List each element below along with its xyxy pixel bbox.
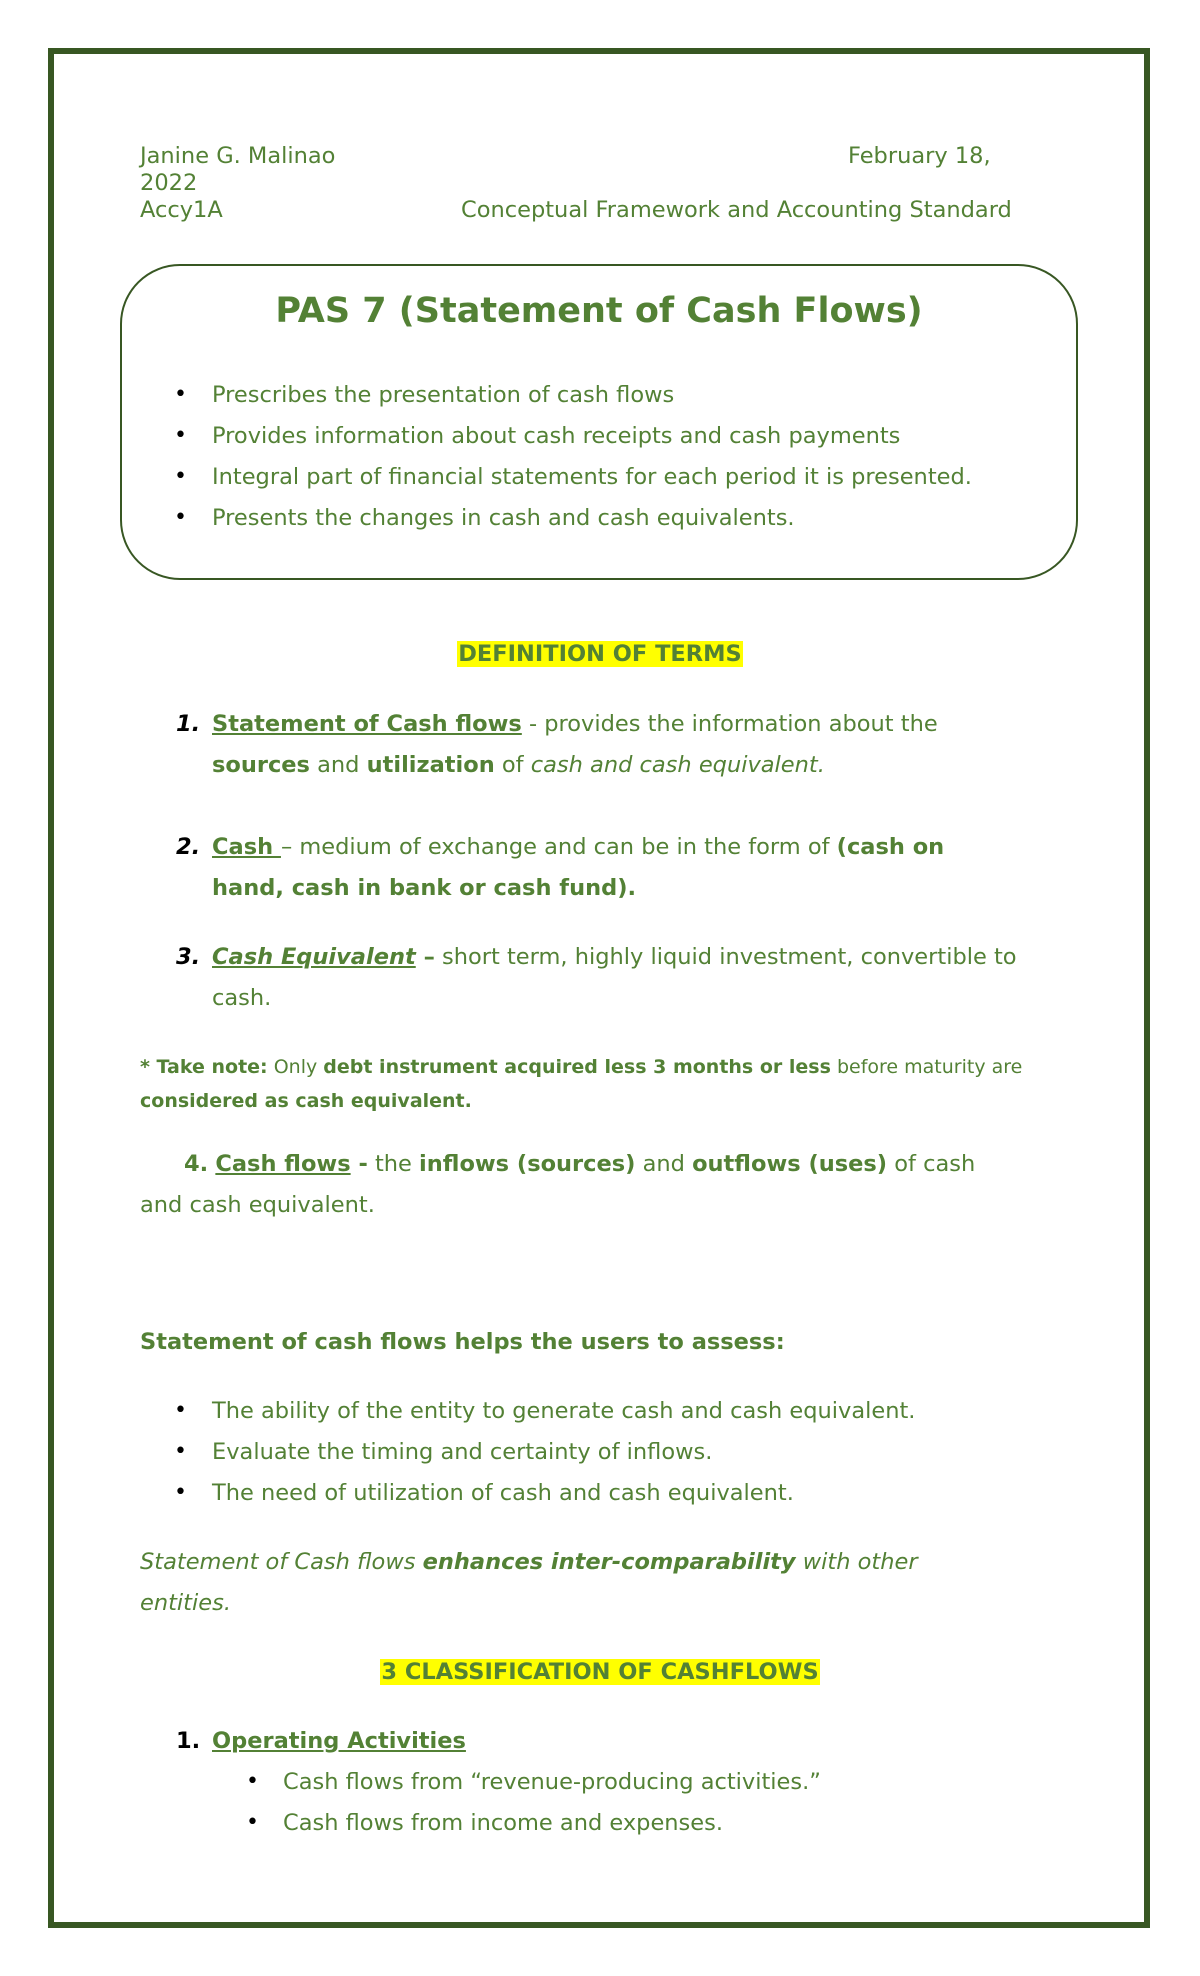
definitions-heading [62, 640, 1138, 668]
def-text: of [494, 752, 531, 778]
bullet-icon: • [246, 1769, 259, 1794]
def-number: 2. [176, 834, 201, 860]
assess-item: The need of utilization of cash and cash equivalent. [212, 1480, 794, 1506]
def-number: 1. [176, 711, 201, 737]
enhance-statement [140, 1548, 918, 1576]
def-bold: inflows (sources) [419, 1151, 636, 1177]
def-statement-of-cash-flows [212, 710, 938, 738]
bullet-icon: • [174, 382, 187, 407]
box-item: Presents the changes in cash and cash equivalents. [212, 505, 795, 531]
enhance-text: with other [795, 1549, 918, 1575]
bullet-icon: • [246, 1810, 259, 1835]
def-bold: outflows (uses) [692, 1151, 888, 1177]
def-cash [212, 833, 944, 861]
box-item: Prescribes the presentation of cash flows [212, 382, 675, 408]
enhance-text: Statement of Cash flows [140, 1549, 423, 1575]
definitions-heading-text: DEFINITION OF TERMS [458, 641, 742, 667]
classification-heading [62, 1658, 1138, 1686]
subject-title: Conceptual Framework and Accounting Standard [461, 197, 1012, 223]
class-number: 1. [176, 1728, 201, 1754]
def-number: 3. [176, 944, 201, 970]
box-title: PAS 7 (Statement of Cash Flows) [275, 291, 923, 331]
take-note-label: * Take note: [140, 1056, 268, 1078]
note-text: Only [267, 1056, 324, 1078]
def-text: and [635, 1151, 693, 1177]
assess-heading: Statement of cash flows helps the users to assess: [140, 1329, 785, 1355]
def-dash: – [415, 944, 435, 970]
box-item: Integral part of financial statements for each period it is presented. [212, 464, 972, 490]
bullet-icon: • [174, 1398, 187, 1423]
def-italic: cash and cash equivalent. [530, 752, 825, 778]
bullet-icon: • [174, 423, 187, 448]
def-number: 4. [184, 1151, 209, 1177]
def-term: Cash flows [215, 1151, 351, 1177]
def-text: short term, highly liquid investment, convertible to [434, 944, 1017, 970]
def-term: Cash [212, 834, 281, 860]
def-cash-line2: hand, cash in bank or cash fund). [212, 875, 637, 901]
def-cash-flows-line2: and cash equivalent. [140, 1192, 375, 1218]
def-statement-line2 [212, 751, 825, 779]
take-note [140, 1055, 1022, 1079]
def-text: and [309, 752, 367, 778]
def-cash-equivalent-line2: cash. [212, 985, 272, 1011]
note-text: before maturity are [830, 1056, 1023, 1078]
def-bold: sources [212, 752, 310, 778]
course-code: Accy1A [140, 197, 223, 223]
def-text: of cash [887, 1151, 976, 1177]
bullet-icon: • [174, 1480, 187, 1505]
def-term: Statement of Cash flows [212, 711, 522, 737]
def-bold: utilization [366, 752, 495, 778]
box-item: Provides information about cash receipts and cash payments [212, 423, 901, 449]
enhance-bold: enhances inter-comparability [422, 1549, 796, 1575]
def-term: Cash Equivalent [212, 944, 416, 970]
class-operating-activities: Operating Activities [212, 1728, 466, 1754]
take-note-line2: considered as cash equivalent. [140, 1090, 472, 1112]
author-name: Janine G. Malinao [140, 143, 336, 169]
date-text: February 18, [848, 143, 991, 169]
assess-item: Evaluate the timing and certainty of inflows. [212, 1439, 713, 1465]
note-bold: debt instrument acquired less 3 months or less [323, 1056, 831, 1078]
class-item: Cash flows from “revenue-producing activities.” [283, 1769, 821, 1795]
def-text: – medium of exchange and can be in the form of [280, 834, 837, 860]
def-cash-equivalent [212, 943, 1017, 971]
def-bold: (cash on [836, 834, 945, 860]
bullet-icon: • [174, 505, 187, 530]
class-item: Cash flows from income and expenses. [283, 1810, 723, 1836]
assess-item: The ability of the entity to generate cash and cash equivalent. [212, 1398, 916, 1424]
bullet-icon: • [174, 464, 187, 489]
def-dash: - [350, 1151, 368, 1177]
classification-heading-text: 3 CLASSIFICATION OF CASHFLOWS [381, 1659, 819, 1685]
date-year: 2022 [140, 170, 198, 196]
bullet-icon: • [174, 1439, 187, 1464]
enhance-line2: entities. [140, 1590, 231, 1616]
def-text: the [367, 1151, 420, 1177]
def-text: - provides the information about the [521, 711, 938, 737]
def-cash-flows [184, 1150, 975, 1178]
